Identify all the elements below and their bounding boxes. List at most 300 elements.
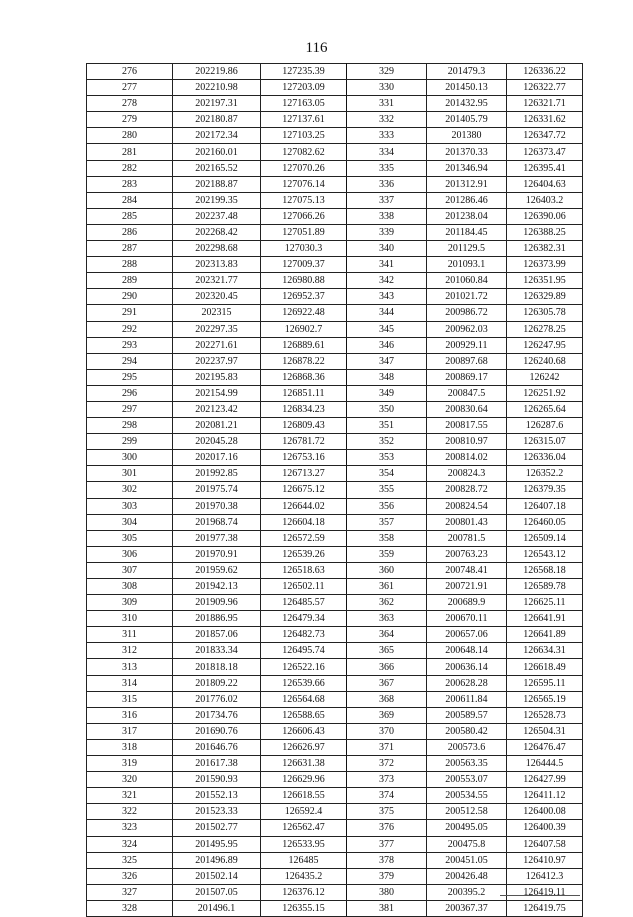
table-row — [87, 546, 583, 562]
table-cell: 316 — [87, 707, 173, 723]
table-cell: 350 — [347, 401, 427, 417]
table-cell: 202197.31 — [173, 96, 261, 112]
table-cell: 126400.39 — [507, 820, 583, 836]
table-cell: 126395.41 — [507, 160, 583, 176]
table-cell: 314 — [87, 675, 173, 691]
table-cell: 126713.27 — [261, 466, 347, 482]
table-cell: 319 — [87, 756, 173, 772]
table-cell: 281 — [87, 144, 173, 160]
table-cell: 126419.75 — [507, 900, 583, 916]
table-cell: 202315 — [173, 305, 261, 321]
table-cell: 126618.55 — [261, 788, 347, 804]
table-cell: 348 — [347, 369, 427, 385]
table-cell: 126322.77 — [507, 80, 583, 96]
table-row — [87, 756, 583, 772]
table-cell: 126242 — [507, 369, 583, 385]
table-cell: 126634.31 — [507, 643, 583, 659]
table-cell: 200367.37 — [427, 900, 507, 916]
table-cell: 299 — [87, 434, 173, 450]
table-row — [87, 900, 583, 916]
table-cell: 326 — [87, 868, 173, 884]
table-row — [87, 305, 583, 321]
table-cell: 202188.87 — [173, 176, 261, 192]
table-cell: 126626.97 — [261, 739, 347, 755]
table-cell: 318 — [87, 739, 173, 755]
table-cell: 304 — [87, 514, 173, 530]
table-cell: 200636.14 — [427, 659, 507, 675]
table-cell: 285 — [87, 208, 173, 224]
table-cell: 127066.26 — [261, 208, 347, 224]
table-cell: 335 — [347, 160, 427, 176]
table-cell: 347 — [347, 353, 427, 369]
table-cell: 201184.45 — [427, 224, 507, 240]
table-cell: 201975.74 — [173, 482, 261, 498]
table-cell: 338 — [347, 208, 427, 224]
table-cell: 293 — [87, 337, 173, 353]
table-row — [87, 192, 583, 208]
table-cell: 292 — [87, 321, 173, 337]
table-cell: 201238.04 — [427, 208, 507, 224]
table-cell: 126412.3 — [507, 868, 583, 884]
table-cell: 200648.14 — [427, 643, 507, 659]
table-cell: 362 — [347, 595, 427, 611]
table-cell: 201809.22 — [173, 675, 261, 691]
table-cell: 126533.95 — [261, 836, 347, 852]
table-cell: 202123.42 — [173, 401, 261, 417]
table-row — [87, 337, 583, 353]
table-cell: 345 — [347, 321, 427, 337]
table-cell: 310 — [87, 611, 173, 627]
table-cell: 349 — [347, 385, 427, 401]
table-cell: 200512.58 — [427, 804, 507, 820]
table-cell: 126352.2 — [507, 466, 583, 482]
table-cell: 364 — [347, 627, 427, 643]
table-cell: 342 — [347, 273, 427, 289]
table-cell: 126922.48 — [261, 305, 347, 321]
table-cell: 201312.91 — [427, 176, 507, 192]
table-cell: 201523.33 — [173, 804, 261, 820]
table-cell: 320 — [87, 772, 173, 788]
table-cell: 294 — [87, 353, 173, 369]
table-cell: 201502.14 — [173, 868, 261, 884]
page-number: 116 — [305, 40, 328, 56]
table-cell: 201886.95 — [173, 611, 261, 627]
table-cell: 332 — [347, 112, 427, 128]
table-row — [87, 289, 583, 305]
table-row — [87, 353, 583, 369]
table-row — [87, 707, 583, 723]
table-cell: 200553.07 — [427, 772, 507, 788]
table-cell: 312 — [87, 643, 173, 659]
table-cell: 126781.72 — [261, 434, 347, 450]
table-row — [87, 852, 583, 868]
table-cell: 373 — [347, 772, 427, 788]
table-cell: 126625.11 — [507, 595, 583, 611]
table-cell: 127070.26 — [261, 160, 347, 176]
table-cell: 201942.13 — [173, 579, 261, 595]
table-cell: 126336.04 — [507, 450, 583, 466]
table-cell: 200689.9 — [427, 595, 507, 611]
table-cell: 286 — [87, 224, 173, 240]
table-cell: 126504.31 — [507, 723, 583, 739]
table-cell: 126379.35 — [507, 482, 583, 498]
table-cell: 200611.84 — [427, 691, 507, 707]
table-cell: 200589.57 — [427, 707, 507, 723]
table-cell: 126641.89 — [507, 627, 583, 643]
table-cell: 201507.05 — [173, 884, 261, 900]
table-cell: 126305.78 — [507, 305, 583, 321]
table-row — [87, 514, 583, 530]
table-cell: 201970.91 — [173, 546, 261, 562]
table-cell: 303 — [87, 498, 173, 514]
table-cell: 202237.97 — [173, 353, 261, 369]
table-cell: 337 — [347, 192, 427, 208]
table-cell: 298 — [87, 418, 173, 434]
table-cell: 202321.77 — [173, 273, 261, 289]
table-row — [87, 418, 583, 434]
table-cell: 315 — [87, 691, 173, 707]
table-cell: 311 — [87, 627, 173, 643]
table-cell: 329 — [347, 64, 427, 80]
table-cell: 323 — [87, 820, 173, 836]
table-cell: 200563.35 — [427, 756, 507, 772]
table-cell: 200828.72 — [427, 482, 507, 498]
table-cell: 200830.64 — [427, 401, 507, 417]
table-cell: 127009.37 — [261, 257, 347, 273]
table-row — [87, 369, 583, 385]
table-row — [87, 401, 583, 417]
table-cell: 126355.15 — [261, 900, 347, 916]
table-cell: 200929.11 — [427, 337, 507, 353]
table-row — [87, 321, 583, 337]
table-cell: 317 — [87, 723, 173, 739]
table-cell: 361 — [347, 579, 427, 595]
table-cell: 126644.02 — [261, 498, 347, 514]
table-cell: 201495.95 — [173, 836, 261, 852]
table-cell: 301 — [87, 466, 173, 482]
table-cell: 306 — [87, 546, 173, 562]
table-cell: 126321.71 — [507, 96, 583, 112]
coordinate-table-body — [87, 64, 583, 917]
table-cell: 372 — [347, 756, 427, 772]
table-cell: 280 — [87, 128, 173, 144]
table-cell: 126336.22 — [507, 64, 583, 80]
table-cell: 200451.05 — [427, 852, 507, 868]
table-cell: 126592.4 — [261, 804, 347, 820]
table-cell: 126868.36 — [261, 369, 347, 385]
table-cell: 126606.43 — [261, 723, 347, 739]
table-row — [87, 820, 583, 836]
table-cell: 374 — [347, 788, 427, 804]
table-cell: 200426.48 — [427, 868, 507, 884]
table-cell: 127030.3 — [261, 241, 347, 257]
table-cell: 200962.03 — [427, 321, 507, 337]
table-row — [87, 836, 583, 852]
table-cell: 282 — [87, 160, 173, 176]
table-cell: 126435.2 — [261, 868, 347, 884]
table-cell: 126265.64 — [507, 401, 583, 417]
table-cell: 305 — [87, 530, 173, 546]
table-cell: 200628.28 — [427, 675, 507, 691]
table-cell: 126419.11 — [507, 884, 583, 900]
table-cell: 200810.97 — [427, 434, 507, 450]
table-cell: 378 — [347, 852, 427, 868]
table-cell: 127103.25 — [261, 128, 347, 144]
table-cell: 126629.96 — [261, 772, 347, 788]
table-cell: 200395.2 — [427, 884, 507, 900]
table-cell: 126809.43 — [261, 418, 347, 434]
footer-rule — [500, 895, 580, 896]
table-cell: 126315.07 — [507, 434, 583, 450]
table-cell: 200534.55 — [427, 788, 507, 804]
table-cell: 126329.89 — [507, 289, 583, 305]
table-cell: 200847.5 — [427, 385, 507, 401]
table-cell: 126485.57 — [261, 595, 347, 611]
table-cell: 126564.68 — [261, 691, 347, 707]
table-cell: 201093.1 — [427, 257, 507, 273]
table-cell: 202045.28 — [173, 434, 261, 450]
table-cell: 302 — [87, 482, 173, 498]
table-cell: 126476.47 — [507, 739, 583, 755]
table-cell: 127082.62 — [261, 144, 347, 160]
table-row — [87, 112, 583, 128]
table-cell: 201776.02 — [173, 691, 261, 707]
table-cell: 290 — [87, 289, 173, 305]
table-cell: 309 — [87, 595, 173, 611]
table-cell: 321 — [87, 788, 173, 804]
table-cell: 379 — [347, 868, 427, 884]
table-cell: 126403.2 — [507, 192, 583, 208]
table-cell: 284 — [87, 192, 173, 208]
table-cell: 126952.37 — [261, 289, 347, 305]
table-cell: 126373.47 — [507, 144, 583, 160]
table-cell: 126618.49 — [507, 659, 583, 675]
table-row — [87, 804, 583, 820]
table-cell: 126604.18 — [261, 514, 347, 530]
table-cell: 126251.92 — [507, 385, 583, 401]
table-cell: 353 — [347, 450, 427, 466]
table-cell: 126373.99 — [507, 257, 583, 273]
table-cell: 375 — [347, 804, 427, 820]
table-row — [87, 595, 583, 611]
table-row — [87, 273, 583, 289]
table-cell: 297 — [87, 401, 173, 417]
table-cell: 200824.3 — [427, 466, 507, 482]
table-cell: 202237.48 — [173, 208, 261, 224]
table-cell: 126278.25 — [507, 321, 583, 337]
table-cell: 201690.76 — [173, 723, 261, 739]
table-cell: 300 — [87, 450, 173, 466]
table-cell: 126427.99 — [507, 772, 583, 788]
table-row — [87, 450, 583, 466]
table-cell: 201450.13 — [427, 80, 507, 96]
table-cell: 352 — [347, 434, 427, 450]
table-cell: 339 — [347, 224, 427, 240]
table-row — [87, 80, 583, 96]
table-cell: 201286.46 — [427, 192, 507, 208]
table-cell: 341 — [347, 257, 427, 273]
table-cell: 202199.35 — [173, 192, 261, 208]
table-cell: 200580.42 — [427, 723, 507, 739]
table-cell: 367 — [347, 675, 427, 691]
table-cell: 201617.38 — [173, 756, 261, 772]
table-row — [87, 128, 583, 144]
table-cell: 201909.96 — [173, 595, 261, 611]
table-cell: 369 — [347, 707, 427, 723]
table-cell: 200763.23 — [427, 546, 507, 562]
table-row — [87, 224, 583, 240]
table-cell: 202271.61 — [173, 337, 261, 353]
table-row — [87, 723, 583, 739]
table-cell: 202017.16 — [173, 450, 261, 466]
table-cell: 283 — [87, 176, 173, 192]
table-cell: 202313.83 — [173, 257, 261, 273]
table-cell: 126376.12 — [261, 884, 347, 900]
table-cell: 201021.72 — [427, 289, 507, 305]
table-cell: 340 — [347, 241, 427, 257]
table-cell: 126444.5 — [507, 756, 583, 772]
table-row — [87, 385, 583, 401]
table-cell: 200748.41 — [427, 562, 507, 578]
table-cell: 370 — [347, 723, 427, 739]
table-cell: 126980.88 — [261, 273, 347, 289]
table-cell: 330 — [347, 80, 427, 96]
table-cell: 126390.06 — [507, 208, 583, 224]
table-cell: 126411.12 — [507, 788, 583, 804]
table-row — [87, 241, 583, 257]
table-cell: 200495.05 — [427, 820, 507, 836]
table-cell: 368 — [347, 691, 427, 707]
table-cell: 202081.21 — [173, 418, 261, 434]
table-cell: 201552.13 — [173, 788, 261, 804]
table-cell: 126641.91 — [507, 611, 583, 627]
table-row — [87, 257, 583, 273]
table-row — [87, 208, 583, 224]
table-cell: 376 — [347, 820, 427, 836]
table-cell: 201496.1 — [173, 900, 261, 916]
table-cell: 344 — [347, 305, 427, 321]
table-cell: 126509.14 — [507, 530, 583, 546]
table-cell: 127051.89 — [261, 224, 347, 240]
table-cell: 200657.06 — [427, 627, 507, 643]
table-cell: 202320.45 — [173, 289, 261, 305]
table-cell: 336 — [347, 176, 427, 192]
table-cell: 126889.61 — [261, 337, 347, 353]
table-cell: 126878.22 — [261, 353, 347, 369]
table-cell: 126562.47 — [261, 820, 347, 836]
table-cell: 126539.26 — [261, 546, 347, 562]
table-cell: 201968.74 — [173, 514, 261, 530]
table-cell: 126675.12 — [261, 482, 347, 498]
table-cell: 327 — [87, 884, 173, 900]
table-cell: 295 — [87, 369, 173, 385]
table-cell: 126287.6 — [507, 418, 583, 434]
table-cell: 202154.99 — [173, 385, 261, 401]
table-cell: 126410.97 — [507, 852, 583, 868]
table-cell: 126565.19 — [507, 691, 583, 707]
table-cell: 126407.18 — [507, 498, 583, 514]
table-cell: 307 — [87, 562, 173, 578]
table-cell: 201060.84 — [427, 273, 507, 289]
table-cell: 276 — [87, 64, 173, 80]
table-row — [87, 176, 583, 192]
table-cell: 201405.79 — [427, 112, 507, 128]
table-cell: 371 — [347, 739, 427, 755]
table-cell: 366 — [347, 659, 427, 675]
table-cell: 126595.11 — [507, 675, 583, 691]
table-cell: 126247.95 — [507, 337, 583, 353]
table-cell: 200986.72 — [427, 305, 507, 321]
table-cell: 127075.13 — [261, 192, 347, 208]
table-cell: 360 — [347, 562, 427, 578]
table-cell: 126400.08 — [507, 804, 583, 820]
table-cell: 127235.39 — [261, 64, 347, 80]
table-cell: 201857.06 — [173, 627, 261, 643]
coordinate-table — [86, 63, 583, 917]
table-cell: 201370.33 — [427, 144, 507, 160]
table-cell: 126589.78 — [507, 579, 583, 595]
table-cell: 343 — [347, 289, 427, 305]
table-cell: 289 — [87, 273, 173, 289]
table-cell: 126851.11 — [261, 385, 347, 401]
table-cell: 200475.8 — [427, 836, 507, 852]
table-cell: 126240.68 — [507, 353, 583, 369]
table-cell: 126485 — [261, 852, 347, 868]
table-cell: 126482.73 — [261, 627, 347, 643]
table-cell: 127203.09 — [261, 80, 347, 96]
table-cell: 126495.74 — [261, 643, 347, 659]
table-cell: 126518.63 — [261, 562, 347, 578]
table-cell: 200824.54 — [427, 498, 507, 514]
table-cell: 328 — [87, 900, 173, 916]
table-row — [87, 530, 583, 546]
table-cell: 126543.12 — [507, 546, 583, 562]
table-cell: 201646.76 — [173, 739, 261, 755]
table-row — [87, 434, 583, 450]
table-cell: 200817.55 — [427, 418, 507, 434]
table-cell: 200781.5 — [427, 530, 507, 546]
table-cell: 380 — [347, 884, 427, 900]
table-cell: 200721.91 — [427, 579, 507, 595]
table-cell: 334 — [347, 144, 427, 160]
table-row — [87, 96, 583, 112]
table-cell: 201502.77 — [173, 820, 261, 836]
table-cell: 201590.93 — [173, 772, 261, 788]
table-cell: 126753.16 — [261, 450, 347, 466]
table-cell: 126568.18 — [507, 562, 583, 578]
table-row — [87, 868, 583, 884]
table-cell: 200801.43 — [427, 514, 507, 530]
table-cell: 202160.01 — [173, 144, 261, 160]
table-cell: 201734.76 — [173, 707, 261, 723]
table-cell: 202180.87 — [173, 112, 261, 128]
table-cell: 126902.7 — [261, 321, 347, 337]
table-cell: 200670.11 — [427, 611, 507, 627]
table-cell: 296 — [87, 385, 173, 401]
table-cell: 126502.11 — [261, 579, 347, 595]
table-cell: 126522.16 — [261, 659, 347, 675]
table-cell: 354 — [347, 466, 427, 482]
table-cell: 202219.86 — [173, 64, 261, 80]
table-cell: 127076.14 — [261, 176, 347, 192]
table-cell: 359 — [347, 546, 427, 562]
table-cell: 201992.85 — [173, 466, 261, 482]
table-cell: 200869.17 — [427, 369, 507, 385]
table-cell: 200814.02 — [427, 450, 507, 466]
table-cell: 287 — [87, 241, 173, 257]
table-cell: 331 — [347, 96, 427, 112]
table-cell: 277 — [87, 80, 173, 96]
